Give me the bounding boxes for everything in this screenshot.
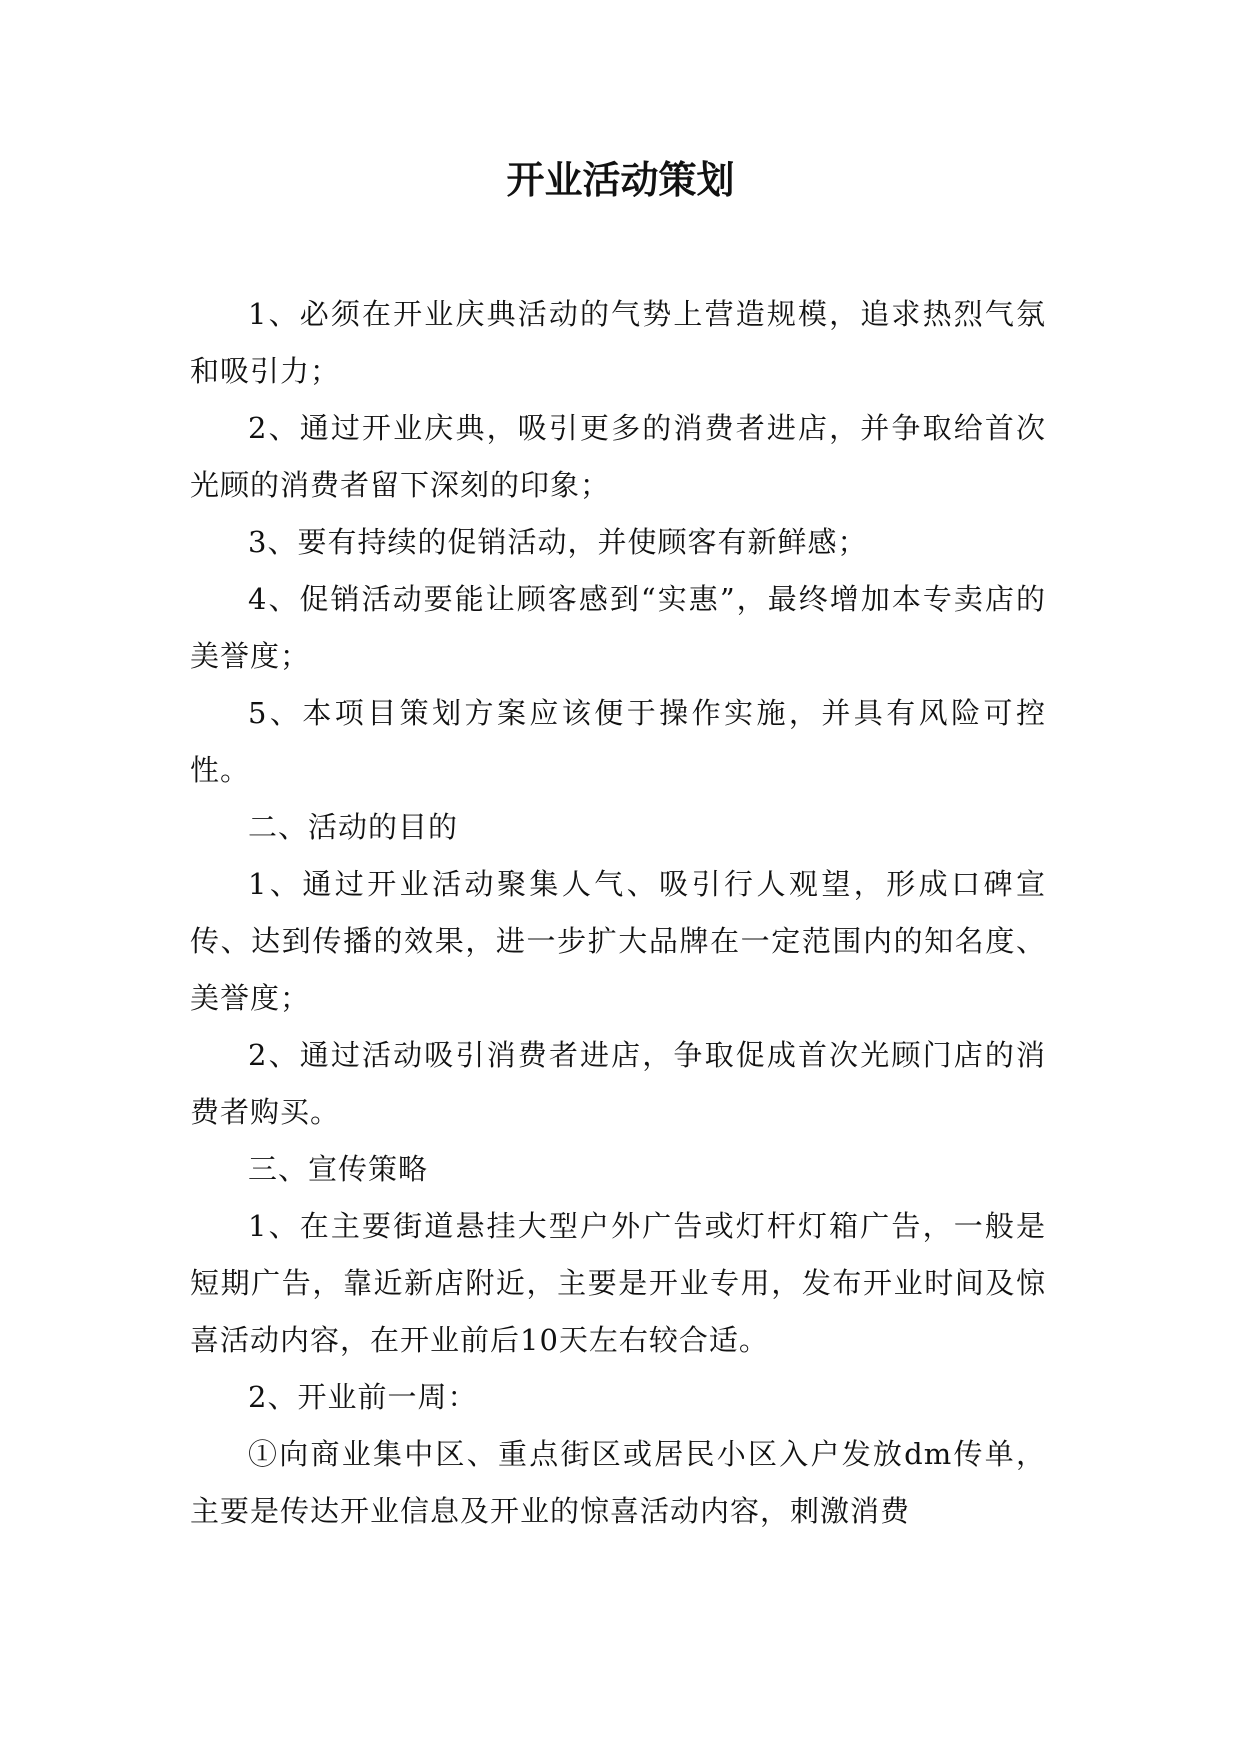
paragraph: 2、通过开业庆典，吸引更多的消费者进店，并争取给首次光顾的消费者留下深刻的印象； (190, 411, 1046, 502)
document-title: 开业活动策划 (506, 158, 735, 202)
paragraph: 1、通过开业活动聚集人气、吸引行人观望，形成口碑宣传、达到传播的效果，进一步扩大品牌在一定范围内的知名度、美誉度； (190, 867, 1046, 1015)
paragraph: 2、开业前一周： (248, 1380, 478, 1414)
paragraph: 1、在主要街道悬挂大型户外广告或灯杆灯箱广告，一般是短期广告，靠近新店附近，主要是开业专用，发布开业时间及惊喜活动内容，在开业前后10天左右较合适。 (190, 1209, 1046, 1357)
paragraph: ①向商业集中区、重点街区或居民小区入户发放dm传单，主要是传达开业信息及开业的惊喜活动内容，刺激消费 (190, 1437, 1046, 1528)
paragraph: 3、要有持续的促销活动，并使顾客有新鲜感； (248, 525, 868, 559)
paragraph: 4、促销活动要能让顾客感到“实惠”，最终增加本专卖店的美誉度； (190, 582, 1046, 673)
document-body (190, 286, 1046, 1540)
section-heading: 二、活动的目的 (248, 810, 459, 844)
section-heading: 三、宣传策略 (248, 1152, 429, 1186)
paragraph: 5、本项目策划方案应该便于操作实施，并具有风险可控性。 (190, 696, 1046, 787)
paragraph: 2、通过活动吸引消费者进店，争取促成首次光顾门店的消费者购买。 (190, 1038, 1046, 1129)
paragraph: 1、必须在开业庆典活动的气势上营造规模，追求热烈气氛和吸引力； (190, 297, 1046, 388)
